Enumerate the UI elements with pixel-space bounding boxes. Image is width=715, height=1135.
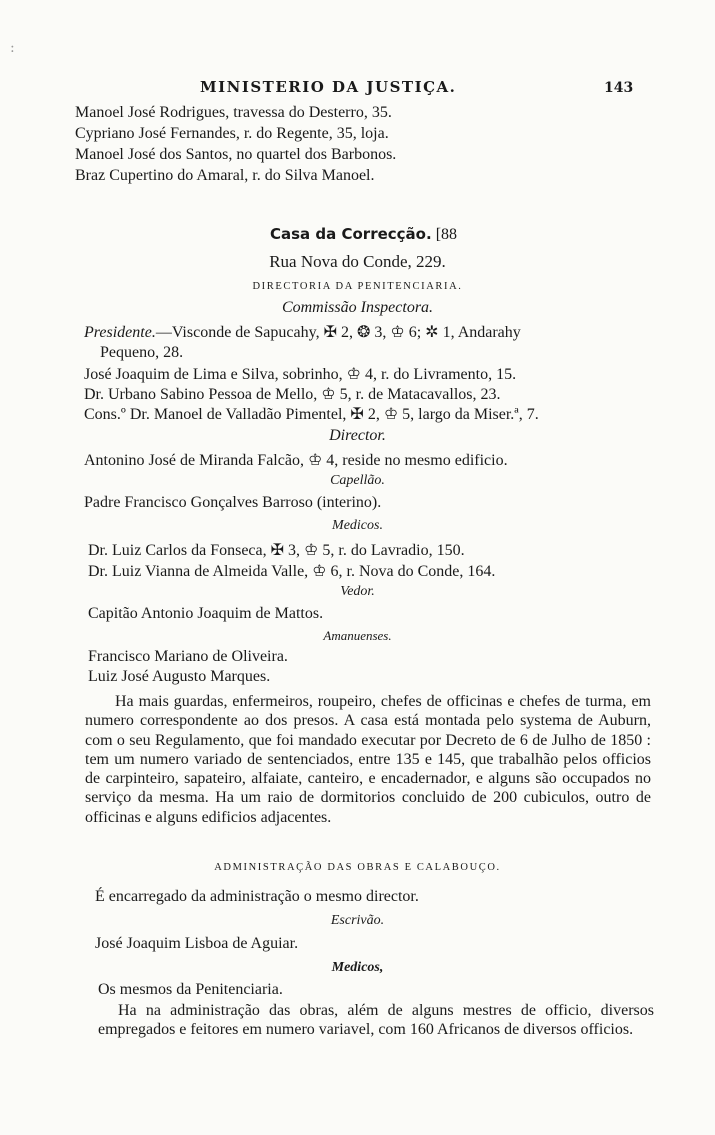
director-heading: Director.	[329, 427, 386, 444]
commissao-member: Dr. Urbano Sabino Pessoa de Mello, ♔ 5, r. de Matacavallos, 23.	[84, 386, 501, 403]
address-line: Manoel José dos Santos, no quartel dos Barbonos.	[75, 146, 397, 163]
casa-title-line	[270, 225, 457, 244]
direction-heading: DIRECTORIA DA PENITENCIARIA.	[252, 281, 463, 292]
presidente-label: Presidente.	[84, 324, 156, 341]
escrivao-name: José Joaquim Lisboa de Aguiar.	[95, 935, 299, 952]
medico-line: Dr. Luiz Vianna de Almeida Valle, ♔ 6, r. Nova do Conde, 164.	[88, 563, 496, 580]
medico-line: Dr. Luiz Carlos da Fonseca, ✠ 3, ♔ 5, r. do Lavradio, 150.	[88, 542, 465, 559]
administracao-medicos-text: Os mesmos da Penitenciaria.	[98, 981, 283, 998]
scan-mark: :	[10, 40, 15, 56]
main-paragraph	[85, 692, 651, 827]
capellao-heading: Capellão.	[330, 473, 385, 488]
presidente-text: —Visconde de Sapucahy, ✠ 2, ❂ 3, ♔ 6; ✲ 1, Andarahy	[155, 324, 521, 341]
presidente-cont: Pequeno, 28.	[100, 344, 184, 361]
vedor-name: Capitão Antonio Joaquim de Mattos.	[88, 605, 324, 622]
administracao-heading: ADMINISTRAÇÃO DAS OBRAS E CALABOUÇO.	[214, 862, 501, 873]
escrivao-heading: Escrivão.	[330, 913, 385, 928]
amanuense-name: Francisco Mariano de Oliveira.	[88, 648, 288, 665]
casa-ref: [88	[435, 226, 458, 243]
medicos-heading: Medicos.	[332, 518, 383, 533]
administracao-medicos-heading: Medicos,	[331, 960, 384, 975]
administracao-text: É encarregado da administração o mesmo director.	[95, 888, 419, 905]
main-paragraph-text: Ha mais guardas, enfermeiros, roupeiro, chefes de officinas e chefes de turma, em numero correspondente ao dos presos. A casa está montada pelo systema de Auburn, com o seu Regulamento, que foi mandado executar por Decreto de 6 de Julho de 1850 : tem um numero variado de sentenciados, entre 135 e 145, que trabalhão pelos officios de carpinteiro, sapateiro, alfaiate, canteiro, e encadernador, e alguns são occupados no serviço da mesma. Ha um raio de dormitorios concluido de 200 cubiculos, outro de officinas e alguns edificios adjacentes.	[85, 693, 651, 826]
commissao-member: José Joaquim de Lima e Silva, sobrinho, ♔ 4, r. do Livramento, 15.	[84, 366, 517, 383]
presidente-line	[84, 322, 521, 342]
commissao-heading: Commissão Inspectora.	[281, 299, 434, 316]
casa-address: Rua Nova do Conde, 229.	[269, 252, 446, 271]
address-line: Cypriano José Fernandes, r. do Regente, 35, loja.	[75, 125, 389, 142]
casa-title: Casa da Correcção.	[270, 225, 432, 243]
page-header	[0, 78, 715, 102]
address-line: Braz Cupertino do Amaral, r. do Silva Manoel.	[75, 167, 375, 184]
address-line: Manoel José Rodrigues, travessa do Desterro, 35.	[75, 104, 392, 121]
capellao-name: Padre Francisco Gonçalves Barroso (interino).	[84, 494, 382, 511]
vedor-heading: Vedor.	[340, 584, 375, 599]
amanuenses-heading: Amanuenses.	[323, 628, 392, 643]
running-head: MINISTERIO DA JUSTIÇA.	[200, 78, 457, 96]
amanuense-name: Luiz José Augusto Marques.	[88, 668, 271, 685]
director-name: Antonino José de Miranda Falcão, ♔ 4, reside no mesmo edificio.	[84, 452, 508, 469]
final-paragraph	[98, 1001, 654, 1040]
commissao-member: Cons.º Dr. Manoel de Valladão Pimentel, ✠ 2, ♔ 5, largo da Miser.ª, 7.	[84, 406, 539, 423]
final-paragraph-text: Ha na administração das obras, além de alguns mestres de officio, diversos empregados e feitores em numero variavel, com 160 Africanos de diversos officios.	[98, 1002, 654, 1039]
page-number: 143	[604, 80, 634, 96]
